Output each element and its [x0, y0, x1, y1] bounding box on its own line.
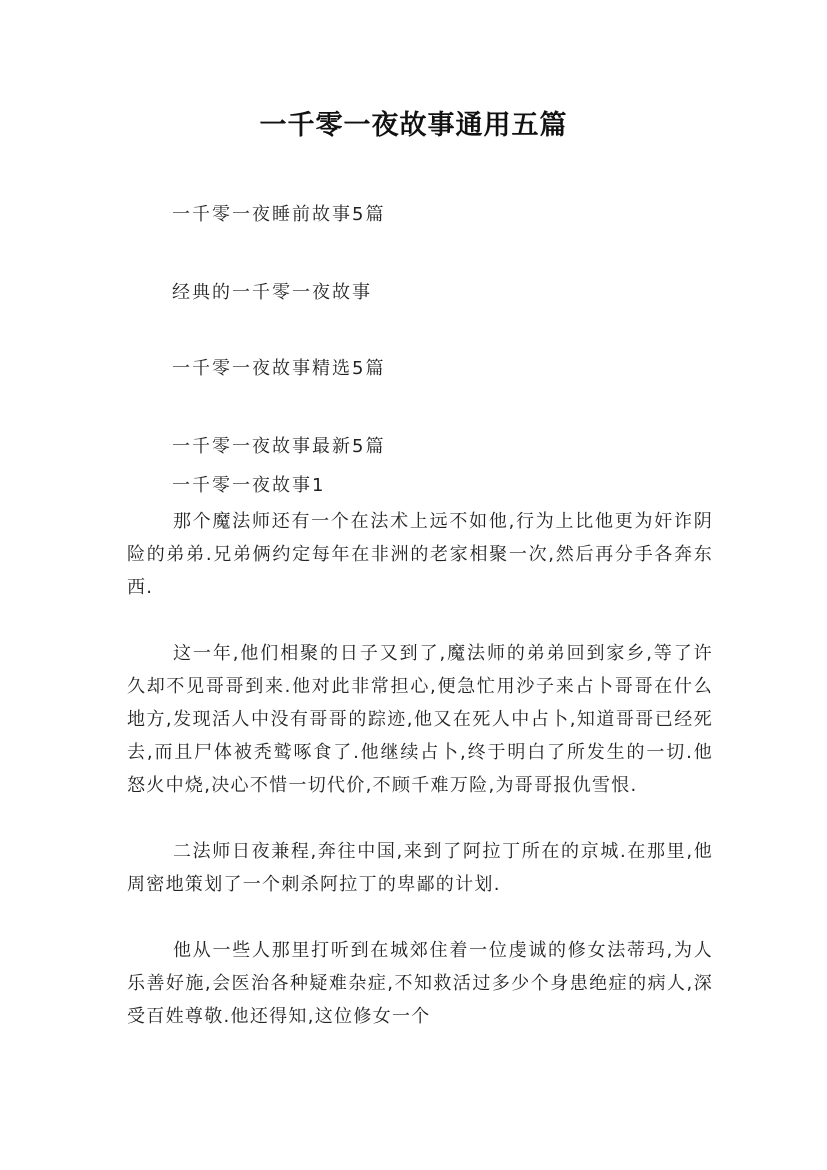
toc-item-1: 一千零一夜睡前故事5篇 [172, 204, 386, 225]
body-paragraph-2: 这一年,他们相聚的日子又到了,魔法师的弟弟回到家乡,等了许久却不见哥哥到来.他对此非常担心,便急忙用沙子来占卜哥哥在什么地方,发现活人中没有哥哥的踪迹,他又在死人中占卜,知道哥哥已经死去,而且尸体被秃鹫啄食了.他继续占卜,终于明白了所发生的一切.他怒火中烧,决心不惜一切代价,不顾千难万险,为哥哥报仇雪恨. [127, 643, 713, 796]
document-title: 一千零一夜故事通用五篇 [259, 110, 568, 141]
toc-item-2: 经典的一千零一夜故事 [172, 282, 372, 303]
section-heading: 一千零一夜故事1 [172, 475, 326, 496]
body-paragraph-4: 他从一些人那里打听到在城郊住着一位虔诚的修女法蒂玛,为人乐善好施,会医治各种疑难杂症,不知救活过多少个身患绝症的病人,深受百姓尊敬.他还得知,这位修女一个 [127, 940, 713, 1027]
toc-item-3: 一千零一夜故事精选5篇 [172, 358, 386, 379]
toc-item-4: 一千零一夜故事最新5篇 [172, 436, 386, 457]
body-paragraph-1: 那个魔法师还有一个在法术上远不如他,行为上比他更为奸诈阴险的弟弟.兄弟俩约定每年在非洲的老家相聚一次,然后再分手各奔东西. [127, 511, 713, 598]
body-paragraph-3: 二法师日夜兼程,奔往中国,来到了阿拉丁所在的京城.在那里,他周密地策划了一个刺杀阿拉丁的卑鄙的计划. [127, 841, 713, 895]
